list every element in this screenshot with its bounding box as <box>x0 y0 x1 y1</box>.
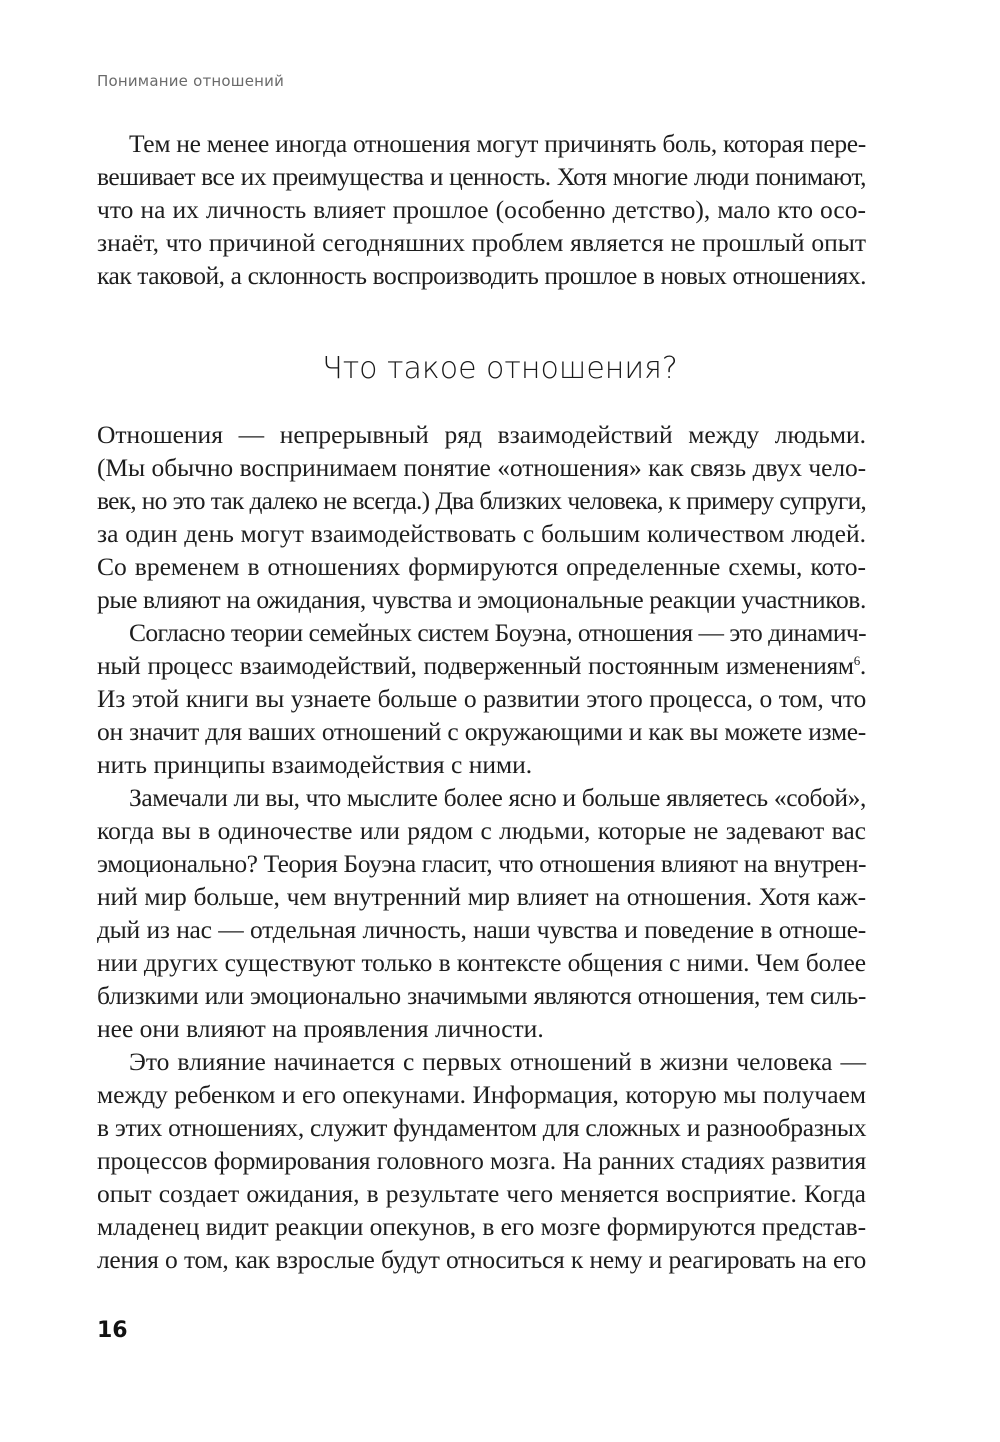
text-line-content: ный процесс взаимодействий, подверженный постоянным изменениям <box>97 651 854 680</box>
footnote-trailing: . <box>859 651 866 680</box>
text-line: Тем не менее иногда отношения могут причинять боль, которая пере- <box>129 129 866 158</box>
text-line: нее они влияют на проявления личности. <box>97 1014 544 1043</box>
text-line: эмоционально? Теория Боуэна гласит, что отношения влияют на внутрен- <box>97 849 866 878</box>
text-line: младенец видит реакции опекунов, в его мозге формируются представ- <box>97 1212 866 1241</box>
text-line: близкими или эмоционально значимыми являются отношения, тем силь- <box>97 981 866 1010</box>
text-line: Замечали ли вы, что мыслите более ясно и больше являетесь «собой», <box>129 783 866 812</box>
text-line: как таковой, а склонность воспроизводить прошлое в новых отношениях. <box>97 261 866 290</box>
text-line: за один день могут взаимодействовать с большим количеством людей. <box>97 519 866 548</box>
text-line: знаёт, что причиной сегодняшних проблем является не прошлый опыт <box>97 228 866 257</box>
text-line: опыт создает ожидания, в результате чего меняется восприятие. Когда <box>97 1179 866 1208</box>
running-head: Понимание отношений <box>97 72 285 90</box>
text-line: дый из нас — отдельная личность, наши чувства и поведение в отноше- <box>97 915 866 944</box>
text-line: в этих отношениях, служит фундаментом для сложных и разнообразных <box>97 1113 867 1142</box>
text-line: он значит для ваших отношений с окружающими и как вы можете изме- <box>97 717 866 746</box>
text-line: процессов формирования головного мозга. На ранних стадиях развития <box>97 1146 866 1175</box>
footnote-marker: 6 <box>853 653 860 668</box>
text-line-with-footnote <box>97 649 866 682</box>
text-line: Из этой книги вы узнаете больше о развитии этого процесса, о том, что <box>97 684 866 713</box>
text-line: вешивает все их преимущества и ценность. Хотя многие люди понимают, <box>97 162 866 191</box>
text-line: век, но это так далеко не всегда.) Два близких человека, к примеру супруги, <box>97 486 866 515</box>
text-line: что на их личность влияет прошлое (особенно детство), мало кто осо- <box>97 195 866 224</box>
text-line: Со временем в отношениях формируются определенные схемы, кото- <box>97 552 866 581</box>
section-body <box>97 418 866 1276</box>
section-heading: Что такое отношения? <box>322 351 678 386</box>
text-line: Согласно теории семейных систем Боуэна, отношения — это динамич- <box>129 618 866 647</box>
text-line: нии других существуют только в контексте общения с ними. Чем более <box>97 948 866 977</box>
page-number: 16 <box>97 1318 128 1343</box>
text-line: ления о том, как взрослые будут относиться к нему и реагировать на его <box>97 1245 866 1274</box>
text-line: Отношения — непрерывный ряд взаимодействий между людьми. <box>97 420 866 449</box>
text-line: между ребенком и его опекунами. Информация, которую мы получаем <box>97 1080 866 1109</box>
text-line: нить принципы взаимодействия с ними. <box>97 750 533 779</box>
intro-paragraph <box>97 127 866 292</box>
text-line: рые влияют на ожидания, чувства и эмоциональные реакции участников. <box>97 585 866 614</box>
text-line: (Мы обычно воспринимаем понятие «отношения» как связь двух чело- <box>97 453 866 482</box>
text-line: когда вы в одиночестве или рядом с людьми, которые не задевают вас <box>97 816 866 845</box>
text-line: Это влияние начинается с первых отношений в жизни человека — <box>129 1047 866 1076</box>
text-line: ний мир больше, чем внутренний мир влияет на отношения. Хотя каж- <box>97 882 866 911</box>
